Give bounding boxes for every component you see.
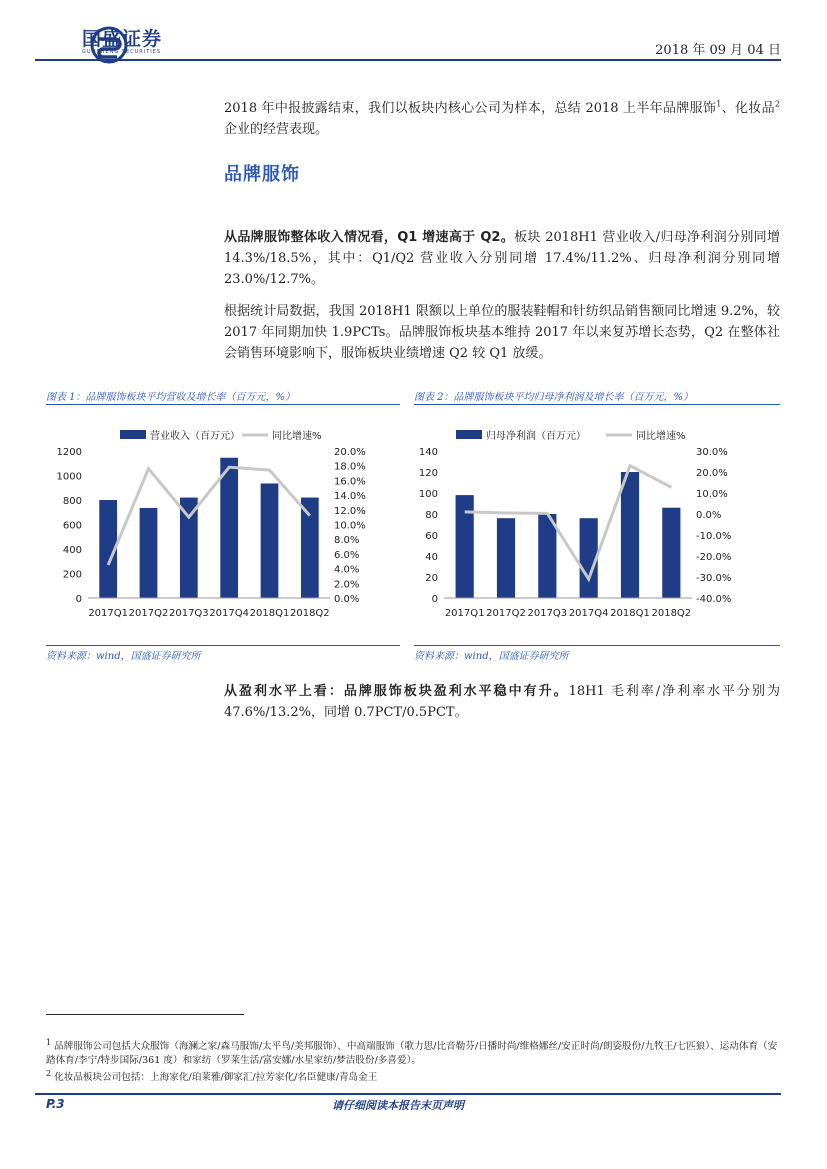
profitability-heading: 从盈利水平上看：品牌服饰板块盈利水平稳中有升。 — [224, 684, 569, 699]
y-left-tick-label: 0 — [75, 594, 82, 605]
growth-line — [108, 467, 310, 565]
footnote-ref-1[interactable]: 1 — [716, 99, 722, 109]
y-right-tick-label: 0.0% — [696, 510, 722, 521]
footnote-text: 化妆品板块公司包括：上海家化/珀莱雅/御家汇/拉芳家化/名臣健康/青岛金王 — [54, 1072, 378, 1083]
bar — [662, 508, 680, 598]
y-right-tick-label: -10.0% — [696, 531, 732, 542]
y-left-tick-label: 200 — [62, 569, 82, 581]
y-right-tick-label: 20.0% — [696, 468, 728, 479]
y-right-tick-label: 4.0% — [334, 564, 360, 576]
bar — [261, 483, 279, 598]
intro-paragraph — [224, 98, 780, 140]
revenue-text: 板块 2018H1 营业收入/归母净利润分别同增 14.3%/18.5%，其中：Q1/Q2 营业收入分别同增 17.4%/11.2%、归母净利润分别同增 23.0%/12.7%。 — [224, 230, 780, 287]
legend-line-label: 同比增速% — [636, 431, 686, 442]
y-right-tick-label: 18.0% — [334, 461, 366, 473]
y-left-tick-label: 80 — [425, 510, 438, 521]
company-name-en: GUOSHENG SECURITIES — [82, 49, 162, 55]
y-left-tick-label: 600 — [62, 520, 82, 532]
y-left-tick-label: 20 — [425, 573, 438, 584]
y-right-tick-label: -20.0% — [696, 552, 732, 563]
y-left-tick-label: 100 — [418, 489, 438, 500]
y-right-tick-label: 14.0% — [334, 491, 366, 503]
y-left-tick-label: 400 — [62, 545, 82, 556]
y-right-tick-label: 10.0% — [696, 489, 728, 500]
legend-bar-swatch — [120, 430, 146, 439]
footer-divider — [35, 1093, 781, 1095]
figure-2-title: 图表 2：品牌服饰板块平均归母净利润及增长率（百万元，%） — [414, 392, 694, 403]
bar — [180, 498, 198, 598]
footnote-2 — [46, 1068, 780, 1085]
x-tick-label: 2017Q4 — [568, 608, 609, 619]
figure-2-bottom-rule — [414, 645, 780, 646]
x-tick-label: 2017Q2 — [128, 608, 169, 619]
revenue-chart — [46, 408, 400, 644]
bar — [538, 514, 556, 598]
y-left-tick-label: 1200 — [56, 447, 82, 458]
report-date: 2018 年 09 月 04 日 — [655, 43, 781, 58]
revenue-paragraph — [224, 227, 780, 290]
x-tick-label: 2017Q3 — [527, 608, 568, 619]
figure-1-top-rule — [46, 404, 400, 405]
company-name: 国盛证券 — [82, 28, 163, 50]
y-right-tick-label: 2.0% — [334, 579, 360, 591]
y-right-tick-label: 20.0% — [334, 447, 366, 458]
figure-2-source: 资料来源：wind，国盛证券研究所 — [414, 651, 569, 662]
footnote-text: 品牌服饰公司包括大众服饰（海澜之家/森马服饰/太平鸟/美邦服饰）、中高端服饰（歌力思/比音勒芬/日播时尚/维格娜丝/安正时尚/朗姿股份/九牧王/七匹狼）、运动体育（安踏体育/李宁/特步国际/361 度）和家纺（罗莱生活/富安娜/水星家纺/梦洁股份/多喜爱）。 — [46, 1041, 778, 1066]
legend-bar-swatch — [456, 430, 482, 439]
bar — [140, 508, 158, 598]
page-number: P.3 — [46, 1097, 65, 1111]
y-left-tick-label: 0 — [431, 594, 438, 605]
y-left-tick-label: 40 — [425, 552, 438, 563]
y-left-tick-label: 800 — [62, 496, 82, 507]
y-right-tick-label: 12.0% — [334, 505, 366, 517]
y-left-tick-label: 1000 — [56, 471, 82, 483]
figure-1-title: 图表 1：品牌服饰板块平均营收及增长率（百万元，%） — [46, 392, 296, 403]
profitability-text: 18H1 毛利率/净利率水平分别为 47.6%/13.2%，同增 0.7PCT/0.5PCT。 — [224, 684, 780, 720]
x-tick-label: 2018Q2 — [651, 608, 692, 619]
y-left-tick-label: 140 — [418, 447, 438, 458]
header-divider — [35, 59, 781, 61]
stats-text: 根据统计局数据，我国 2018H1 限额以上单位的服装鞋帽和针纺织品销售额同比增速 9.2%，较 2017 年同期加快 1.9PCTs。品牌服饰板块基本维持 2017 年以来复苏增长态势，Q2 在整体社会销售环境影响下，服饰板块业绩增速 Q2 较 Q1 放缓。 — [224, 304, 780, 361]
bar — [497, 518, 515, 598]
intro-text: 企业的经营表现。 — [224, 122, 329, 137]
growth-line — [465, 466, 672, 579]
footnote-ref-2[interactable]: 2 — [774, 99, 780, 109]
y-right-tick-label: -40.0% — [696, 594, 732, 605]
x-tick-label: 2017Q1 — [88, 608, 129, 619]
legend-line-label: 同比增速% — [272, 431, 322, 442]
y-right-tick-label: 30.0% — [696, 447, 728, 458]
legend-bar-label: 归母净利润（百万元） — [486, 431, 586, 442]
intro-text: 2018 年中报披露结束，我们以板块内核心公司为样本，总结 2018 上半年品牌服饰 — [224, 101, 717, 116]
x-tick-label: 2018Q1 — [249, 608, 290, 619]
bar — [621, 472, 639, 598]
x-tick-label: 2018Q2 — [289, 608, 330, 619]
disclaimer-link[interactable]: 请仔细阅读本报告末页声明 — [332, 1099, 464, 1112]
x-tick-label: 2017Q4 — [209, 608, 250, 619]
bar — [220, 458, 238, 598]
intro-text: 、化妆品 — [721, 101, 775, 116]
y-left-tick-label: 60 — [425, 531, 438, 542]
net-profit-chart — [414, 408, 780, 644]
footnote-number: 1 — [46, 1037, 52, 1047]
section-title: 品牌服饰 — [224, 164, 300, 185]
y-right-tick-label: 8.0% — [334, 535, 360, 547]
profitability-paragraph — [224, 681, 780, 723]
figure-2-top-rule — [414, 404, 780, 405]
bar — [301, 498, 319, 598]
footnote-1 — [46, 1037, 780, 1068]
figure-1-bottom-rule — [46, 645, 400, 646]
y-right-tick-label: 0.0% — [334, 594, 360, 605]
footnote-number: 2 — [46, 1068, 52, 1078]
x-tick-label: 2018Q1 — [610, 608, 650, 619]
y-right-tick-label: -30.0% — [696, 573, 732, 584]
x-tick-label: 2017Q1 — [444, 608, 485, 619]
y-right-tick-label: 6.0% — [334, 549, 360, 561]
bar — [456, 495, 474, 598]
revenue-heading: 从品牌服饰整体收入情况看，Q1 增速高于 Q2。 — [224, 230, 515, 245]
legend-bar-label: 营业收入（百万元） — [150, 431, 240, 442]
y-right-tick-label: 16.0% — [334, 476, 366, 488]
x-tick-label: 2017Q2 — [486, 608, 526, 619]
x-tick-label: 2017Q3 — [168, 608, 209, 619]
stats-paragraph — [224, 301, 780, 364]
y-left-tick-label: 120 — [418, 468, 438, 479]
y-right-tick-label: 10.0% — [334, 520, 366, 532]
figure-1-source: 资料来源：wind，国盛证券研究所 — [46, 651, 201, 662]
footnote-divider — [46, 1014, 244, 1015]
